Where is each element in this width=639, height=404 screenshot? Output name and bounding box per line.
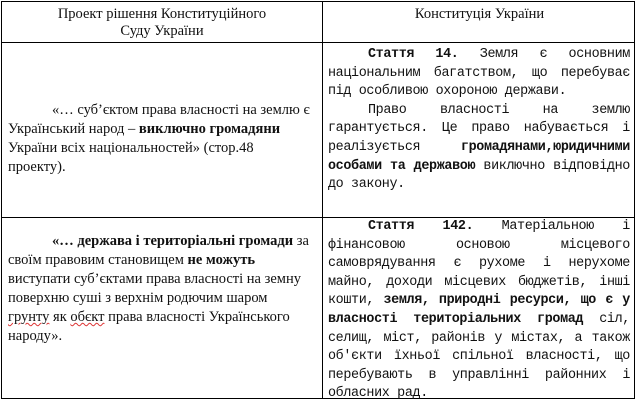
header-left-line1: Проект рішення Конституційного	[57, 6, 267, 22]
article142-bold: земля, природні ресурси, що є у власності територіальних громад	[328, 293, 630, 327]
row2-left-bold1: «… держава і територіальні громади	[52, 233, 294, 249]
row1-left-quote	[8, 101, 310, 177]
header-divider	[2, 42, 634, 43]
header-left-line2: Суду України	[120, 23, 204, 39]
header-left	[2, 6, 322, 40]
row2-right-article142	[328, 218, 630, 404]
comparison-table	[1, 1, 635, 402]
article14-para1	[328, 46, 630, 102]
article14-p2-pre: Право власності на землю гарантується. Це право набувається і реалізується	[328, 102, 630, 155]
row2-left-mid2: виступати суб’єктами права власності на земну поверхню суші з верхнім родючим шаром	[8, 271, 301, 306]
row1-left-post: України всіх національностей» (стор.48 проекту).	[8, 140, 254, 175]
row2-left-mid1: за своїм правовим становищем	[8, 233, 309, 268]
row1-left-pre: «… суб’єктом права власності на землю є Український народ –	[8, 102, 310, 137]
row2-left-quote	[8, 232, 310, 346]
row2-left-post: права власності Українського народу».	[8, 309, 290, 344]
row2-left-bold2: не можуть	[187, 252, 256, 268]
row2-left-spellcheck1: грунту	[8, 309, 50, 325]
row2-left-mid3: як	[49, 309, 71, 325]
article142-t2: сіл, селищ, міст, районів у містах, а також об'єкти їхньої спільної власності, що перебувають в управлінні районних і обласних рад.	[328, 311, 630, 402]
row1-right-article14	[328, 46, 630, 195]
row2-left-spellcheck2: обєкт	[70, 309, 105, 325]
article14-label: Стаття 14.	[368, 47, 459, 62]
article14-p2-bold: громадянами,юридичними особами та державою	[328, 139, 630, 174]
header-right: Конституція України	[414, 6, 545, 22]
article142-label: Стаття 142.	[368, 219, 474, 234]
article14-p2-post: виключно відповідно до закону.	[328, 158, 630, 193]
article142-t1: Матеріальною і фінансовою основою місцевого самоврядування є рухоме і нерухоме майно, доходи місцевих бюджетів, інші кошти,	[328, 219, 630, 309]
article14-text: Земля є основним національним багатством, що перебуває під особливою охороною держави.	[328, 47, 630, 100]
column-divider	[322, 2, 323, 398]
article14-para2	[328, 102, 630, 195]
row1-left-bold: виключно громадяни	[138, 121, 281, 137]
